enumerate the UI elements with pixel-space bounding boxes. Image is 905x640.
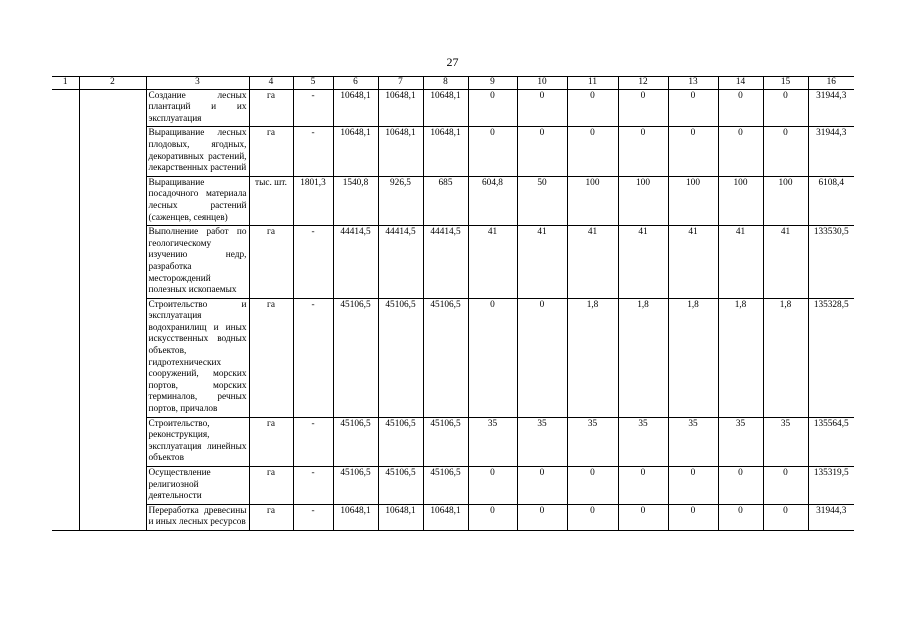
value-cell-15: 100 xyxy=(763,176,808,225)
value-cell-15: 35 xyxy=(763,417,808,466)
cell-col2 xyxy=(79,467,146,505)
value-cell-13: 0 xyxy=(668,504,718,530)
value-cell-14: 0 xyxy=(718,504,763,530)
cell-col1 xyxy=(52,504,79,530)
value-cell-8: 45106,5 xyxy=(423,467,468,505)
unit-cell: га xyxy=(249,467,293,505)
cell-col2 xyxy=(79,89,146,127)
unit-cell: га xyxy=(249,298,293,417)
value-cell-9: 0 xyxy=(468,298,517,417)
value-cell-6: 44414,5 xyxy=(333,226,378,299)
value-cell-14: 1,8 xyxy=(718,298,763,417)
value-cell-5: - xyxy=(293,504,333,530)
value-cell-6: 45106,5 xyxy=(333,298,378,417)
value-cell-5: - xyxy=(293,226,333,299)
value-cell-14: 41 xyxy=(718,226,763,299)
column-header-13: 13 xyxy=(668,77,718,90)
value-cell-8: 10648,1 xyxy=(423,504,468,530)
value-cell-10: 41 xyxy=(517,226,567,299)
unit-cell: га xyxy=(249,89,293,127)
cell-col2 xyxy=(79,417,146,466)
value-cell-6: 45106,5 xyxy=(333,417,378,466)
value-cell-13: 0 xyxy=(668,467,718,505)
value-cell-14: 0 xyxy=(718,127,763,176)
value-cell-13: 100 xyxy=(668,176,718,225)
column-header-8: 8 xyxy=(423,77,468,90)
value-cell-8: 10648,1 xyxy=(423,127,468,176)
activity-name: Выполнение работ по геологическому изучению недр, разработка месторождений полезных ископаемых xyxy=(146,226,249,299)
value-cell-12: 0 xyxy=(618,127,668,176)
value-cell-6: 10648,1 xyxy=(333,89,378,127)
cell-col1 xyxy=(52,467,79,505)
table-row xyxy=(52,417,854,466)
activity-name: Переработка древесины и иных лесных ресурсов xyxy=(146,504,249,530)
cell-col2 xyxy=(79,176,146,225)
value-cell-11: 1,8 xyxy=(567,298,618,417)
value-cell-5: - xyxy=(293,89,333,127)
column-header-12: 12 xyxy=(618,77,668,90)
value-cell-14: 100 xyxy=(718,176,763,225)
value-cell-13: 35 xyxy=(668,417,718,466)
value-cell-5: - xyxy=(293,467,333,505)
cell-col1 xyxy=(52,298,79,417)
activity-name: Осуществление религиозной деятельности xyxy=(146,467,249,505)
value-cell-16: 6108,4 xyxy=(808,176,854,225)
table-row xyxy=(52,176,854,225)
value-cell-15: 0 xyxy=(763,467,808,505)
value-cell-10: 0 xyxy=(517,467,567,505)
value-cell-15: 0 xyxy=(763,127,808,176)
value-cell-16: 31944,3 xyxy=(808,504,854,530)
unit-cell: га xyxy=(249,504,293,530)
value-cell-13: 1,8 xyxy=(668,298,718,417)
value-cell-15: 0 xyxy=(763,89,808,127)
table-row xyxy=(52,504,854,530)
column-header-10: 10 xyxy=(517,77,567,90)
table-row xyxy=(52,89,854,127)
column-header-3: 3 xyxy=(146,77,249,90)
value-cell-11: 35 xyxy=(567,417,618,466)
value-cell-10: 35 xyxy=(517,417,567,466)
activity-name: Создание лесных плантаций и их эксплуатация xyxy=(146,89,249,127)
value-cell-16: 31944,3 xyxy=(808,127,854,176)
cell-col1 xyxy=(52,226,79,299)
value-cell-10: 0 xyxy=(517,504,567,530)
value-cell-9: 41 xyxy=(468,226,517,299)
value-cell-6: 10648,1 xyxy=(333,127,378,176)
table-row xyxy=(52,127,854,176)
value-cell-16: 133530,5 xyxy=(808,226,854,299)
value-cell-13: 0 xyxy=(668,89,718,127)
value-cell-11: 0 xyxy=(567,89,618,127)
column-header-6: 6 xyxy=(333,77,378,90)
column-header-2: 2 xyxy=(79,77,146,90)
value-cell-9: 0 xyxy=(468,504,517,530)
column-header-15: 15 xyxy=(763,77,808,90)
column-header-9: 9 xyxy=(468,77,517,90)
value-cell-15: 41 xyxy=(763,226,808,299)
value-cell-9: 0 xyxy=(468,89,517,127)
value-cell-7: 45106,5 xyxy=(378,417,423,466)
value-cell-11: 100 xyxy=(567,176,618,225)
column-header-14: 14 xyxy=(718,77,763,90)
value-cell-12: 41 xyxy=(618,226,668,299)
value-cell-12: 1,8 xyxy=(618,298,668,417)
value-cell-11: 0 xyxy=(567,127,618,176)
value-cell-16: 31944,3 xyxy=(808,89,854,127)
cell-col2 xyxy=(79,226,146,299)
value-cell-5: - xyxy=(293,298,333,417)
table-row xyxy=(52,298,854,417)
value-cell-8: 45106,5 xyxy=(423,417,468,466)
value-cell-12: 0 xyxy=(618,89,668,127)
column-header-4: 4 xyxy=(249,77,293,90)
value-cell-10: 0 xyxy=(517,298,567,417)
value-cell-15: 1,8 xyxy=(763,298,808,417)
value-cell-10: 0 xyxy=(517,89,567,127)
value-cell-11: 41 xyxy=(567,226,618,299)
unit-cell: тыс. шт. xyxy=(249,176,293,225)
value-cell-6: 45106,5 xyxy=(333,467,378,505)
value-cell-12: 35 xyxy=(618,417,668,466)
value-cell-16: 135564,5 xyxy=(808,417,854,466)
cell-col2 xyxy=(79,504,146,530)
value-cell-5: - xyxy=(293,417,333,466)
value-cell-7: 10648,1 xyxy=(378,127,423,176)
value-cell-8: 685 xyxy=(423,176,468,225)
value-cell-7: 44414,5 xyxy=(378,226,423,299)
value-cell-12: 0 xyxy=(618,467,668,505)
column-header-1: 1 xyxy=(52,77,79,90)
value-cell-16: 135319,5 xyxy=(808,467,854,505)
value-cell-11: 0 xyxy=(567,504,618,530)
unit-cell: га xyxy=(249,127,293,176)
value-cell-9: 0 xyxy=(468,127,517,176)
value-cell-10: 50 xyxy=(517,176,567,225)
value-cell-9: 0 xyxy=(468,467,517,505)
value-cell-9: 35 xyxy=(468,417,517,466)
value-cell-13: 41 xyxy=(668,226,718,299)
value-cell-8: 10648,1 xyxy=(423,89,468,127)
activity-name: Строительство, реконструкция, эксплуатация линейных объектов xyxy=(146,417,249,466)
column-header-11: 11 xyxy=(567,77,618,90)
value-cell-7: 10648,1 xyxy=(378,89,423,127)
value-cell-6: 1540,8 xyxy=(333,176,378,225)
value-cell-12: 0 xyxy=(618,504,668,530)
column-header-16: 16 xyxy=(808,77,854,90)
value-cell-16: 135328,5 xyxy=(808,298,854,417)
cell-col1 xyxy=(52,89,79,127)
value-cell-7: 45106,5 xyxy=(378,467,423,505)
value-cell-5: - xyxy=(293,127,333,176)
value-cell-13: 0 xyxy=(668,127,718,176)
activity-name: Строительство и эксплуатация водохранилищ и иных искусственных водных объектов, гидротехнических сооружений, морских портов, морских терминалов, речных портов, причалов xyxy=(146,298,249,417)
cell-col1 xyxy=(52,127,79,176)
unit-cell: га xyxy=(249,417,293,466)
activity-name: Выращивание посадочного материала лесных растений (саженцев, сеянцев) xyxy=(146,176,249,225)
value-cell-7: 10648,1 xyxy=(378,504,423,530)
value-cell-6: 10648,1 xyxy=(333,504,378,530)
data-table xyxy=(52,76,854,531)
table-header-row xyxy=(52,77,854,90)
value-cell-10: 0 xyxy=(517,127,567,176)
column-header-5: 5 xyxy=(293,77,333,90)
unit-cell: га xyxy=(249,226,293,299)
value-cell-7: 45106,5 xyxy=(378,298,423,417)
cell-col1 xyxy=(52,176,79,225)
value-cell-5: 1801,3 xyxy=(293,176,333,225)
value-cell-14: 35 xyxy=(718,417,763,466)
value-cell-12: 100 xyxy=(618,176,668,225)
value-cell-14: 0 xyxy=(718,89,763,127)
cell-col1 xyxy=(52,417,79,466)
table-row xyxy=(52,226,854,299)
value-cell-14: 0 xyxy=(718,467,763,505)
cell-col2 xyxy=(79,298,146,417)
value-cell-7: 926,5 xyxy=(378,176,423,225)
table-row xyxy=(52,467,854,505)
value-cell-15: 0 xyxy=(763,504,808,530)
value-cell-8: 45106,5 xyxy=(423,298,468,417)
column-header-7: 7 xyxy=(378,77,423,90)
value-cell-8: 44414,5 xyxy=(423,226,468,299)
value-cell-9: 604,8 xyxy=(468,176,517,225)
page-number: 27 xyxy=(446,55,459,69)
cell-col2 xyxy=(79,127,146,176)
value-cell-11: 0 xyxy=(567,467,618,505)
activity-name: Выращивание лесных плодовых, ягодных, декоративных растений, лекарственных растений xyxy=(146,127,249,176)
